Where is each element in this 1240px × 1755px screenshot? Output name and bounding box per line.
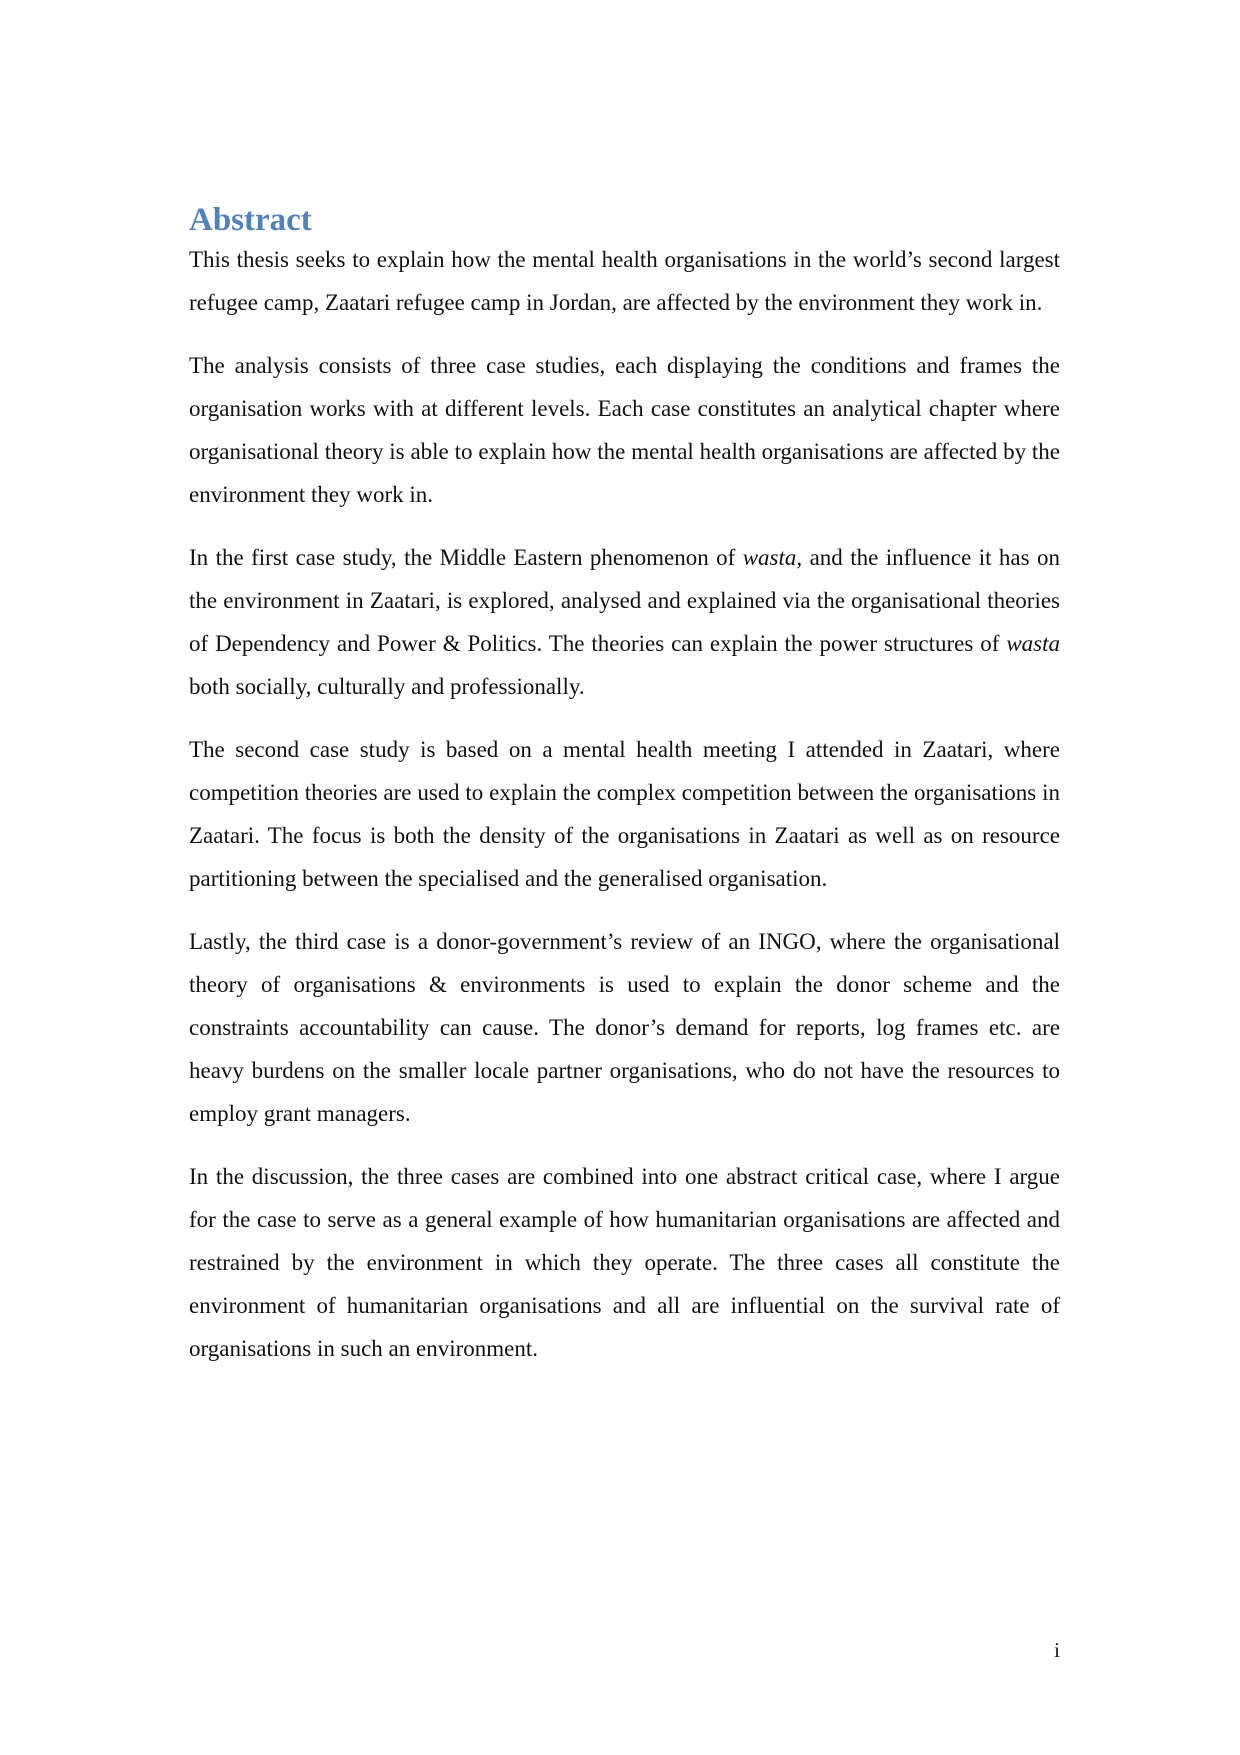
abstract-paragraph-5: Lastly, the third case is a donor-government’s review of an INGO, where the organisational theory of organisations & environments is used to explain the donor scheme and the constraints accountability can cause. The donor’s demand for reports, log frames etc. are heavy burdens on the smaller locale partner organisations, who do not have the resources to employ grant managers. <box>189 929 1060 1126</box>
abstract-paragraph-4: The second case study is based on a mental health meeting I attended in Zaatari, where competition theories are used to explain the complex competition between the organisations in Zaatari. The focus is both the density of the organisations in Zaatari as well as on resource partitioning between the specialised and the generalised organisation. <box>189 737 1060 891</box>
abstract-paragraph-1: This thesis seeks to explain how the mental health organisations in the world’s second largest refugee camp, Zaatari refugee camp in Jordan, are affected by the environment they work in. <box>189 247 1060 315</box>
wasta-term: wasta <box>1006 631 1060 656</box>
page-number: i <box>1054 1638 1060 1662</box>
abstract-body <box>189 238 1060 1390</box>
wasta-term: wasta, <box>742 545 803 570</box>
abstract-paragraph-3: In the first case study, the Middle Eastern phenomenon of wasta, and the influence it has on the environment in Zaatari, is explored, analysed and explained via the organisational theories of Dependency and Power & Politics. The theories can explain the power structures of wasta both socially, culturally and professionally. <box>189 545 1061 699</box>
abstract-paragraph-2: The analysis consists of three case studies, each displaying the conditions and frames the organisation works with at different levels. Each case constitutes an analytical chapter where organisational theory is able to explain how the mental health organisations are affected by the environment they work in. <box>189 353 1060 507</box>
abstract-heading: Abstract <box>189 202 312 238</box>
abstract-paragraph-6: In the discussion, the three cases are combined into one abstract critical case, where I argue for the case to serve as a general example of how humanitarian organisations are affected and restrained by the environment in which they operate. The three cases all constitute the environment of humanitarian organisations and all are influential on the survival rate of organisations in such an environment. <box>189 1164 1060 1361</box>
